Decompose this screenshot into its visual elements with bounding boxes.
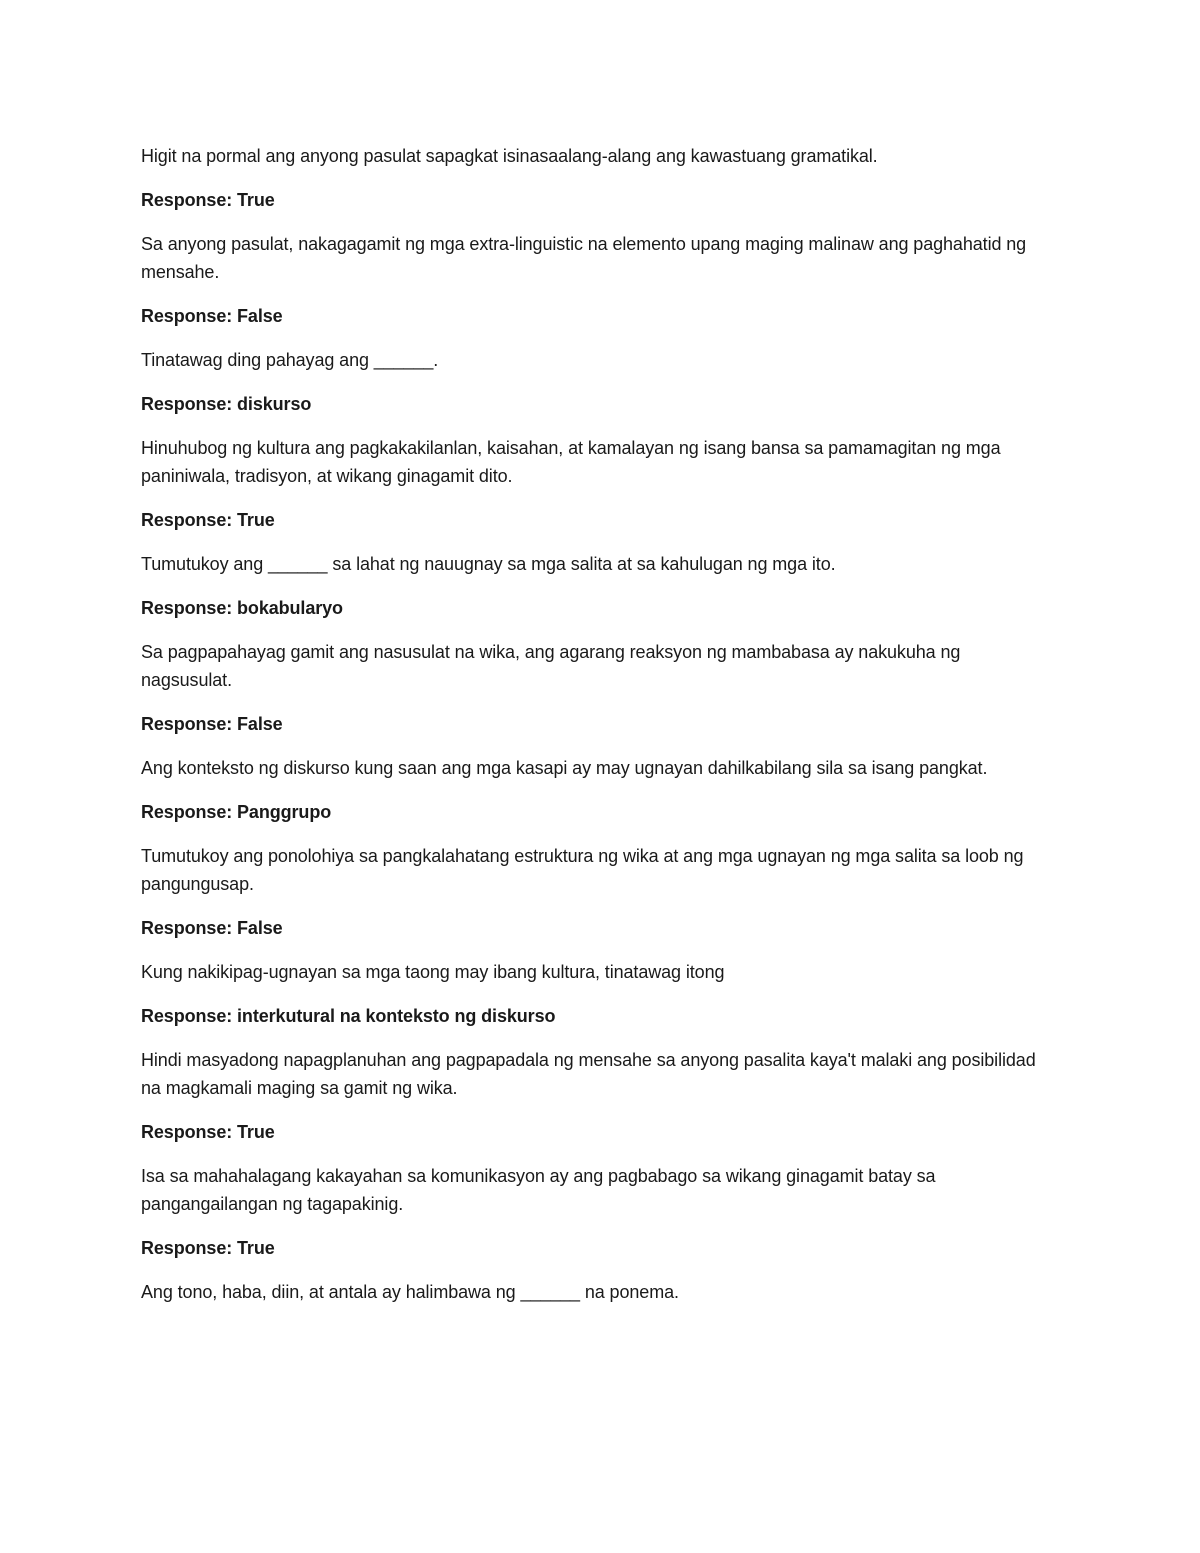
- response-text: Response: diskurso: [141, 394, 312, 414]
- response-text: Response: False: [141, 714, 283, 734]
- question-text: Hinuhubog ng kultura ang pagkakakilanlan, kaisahan, at kamalayan ng isang bansa sa pamamagitan ng mga paniniwala, tradisyon, at wikang ginagamit dito.: [141, 438, 1001, 486]
- response-text: Response: Panggrupo: [141, 802, 332, 822]
- question-text: Sa anyong pasulat, nakagagamit ng mga extra-linguistic na elemento upang maging malinaw ang paghahatid ng mensahe.: [141, 234, 1027, 282]
- response-text: Response: False: [141, 918, 283, 938]
- response-text: Response: interkutural na konteksto ng diskurso: [141, 1006, 556, 1026]
- qa-item-9: [141, 958, 1056, 1030]
- response-text: Response: bokabularyo: [141, 598, 343, 618]
- document-body: [141, 142, 1056, 1322]
- question-text: Hindi masyadong napagplanuhan ang pagpapadala ng mensahe sa anyong pasalita kaya't malaki ang posibilidad na magkamali maging sa gamit ng wika.: [141, 1050, 1036, 1098]
- response-text: Response: False: [141, 306, 283, 326]
- response-text: Response: True: [141, 510, 275, 530]
- question-text: Sa pagpapahayag gamit ang nasusulat na wika, ang agarang reaksyon ng mambabasa ay nakukuha ng nagsusulat.: [141, 642, 961, 690]
- question-text: Tumutukoy ang ponolohiya sa pangkalahatang estruktura ng wika at ang mga ugnayan ng mga salita sa loob ng pangungusap.: [141, 846, 1024, 894]
- question-text: Kung nakikipag-ugnayan sa mga taong may ibang kultura, tinatawag itong: [141, 962, 725, 982]
- question-text: Isa sa mahahalagang kakayahan sa komunikasyon ay ang pagbabago sa wikang ginagamit batay sa pangangailangan ng tagapakinig.: [141, 1166, 936, 1214]
- question-text: Ang konteksto ng diskurso kung saan ang mga kasapi ay may ugnayan dahilkabilang sila sa isang pangkat.: [141, 758, 988, 778]
- qa-item-8: [141, 842, 1056, 942]
- question-text: Ang tono, haba, diin, at antala ay halimbawa ng ______ na ponema.: [141, 1282, 679, 1302]
- response-text: Response: True: [141, 1238, 275, 1258]
- response-text: Response: True: [141, 190, 275, 210]
- qa-item-5: [141, 550, 1056, 622]
- qa-item-6: [141, 638, 1056, 738]
- qa-item-3: [141, 346, 1056, 418]
- question-text: Higit na pormal ang anyong pasulat sapagkat isinasaalang-alang ang kawastuang gramatikal.: [141, 146, 878, 166]
- qa-item-4: [141, 434, 1056, 534]
- question-text: Tumutukoy ang ______ sa lahat ng nauugnay sa mga salita at sa kahulugan ng mga ito.: [141, 554, 836, 574]
- response-text: Response: True: [141, 1122, 275, 1142]
- qa-item-10: [141, 1046, 1056, 1146]
- question-text: Tinatawag ding pahayag ang ______.: [141, 350, 439, 370]
- qa-item-7: [141, 754, 1056, 826]
- qa-item-12: [141, 1278, 1056, 1306]
- qa-item-2: [141, 230, 1056, 330]
- qa-item-1: [141, 142, 1056, 214]
- qa-item-11: [141, 1162, 1056, 1262]
